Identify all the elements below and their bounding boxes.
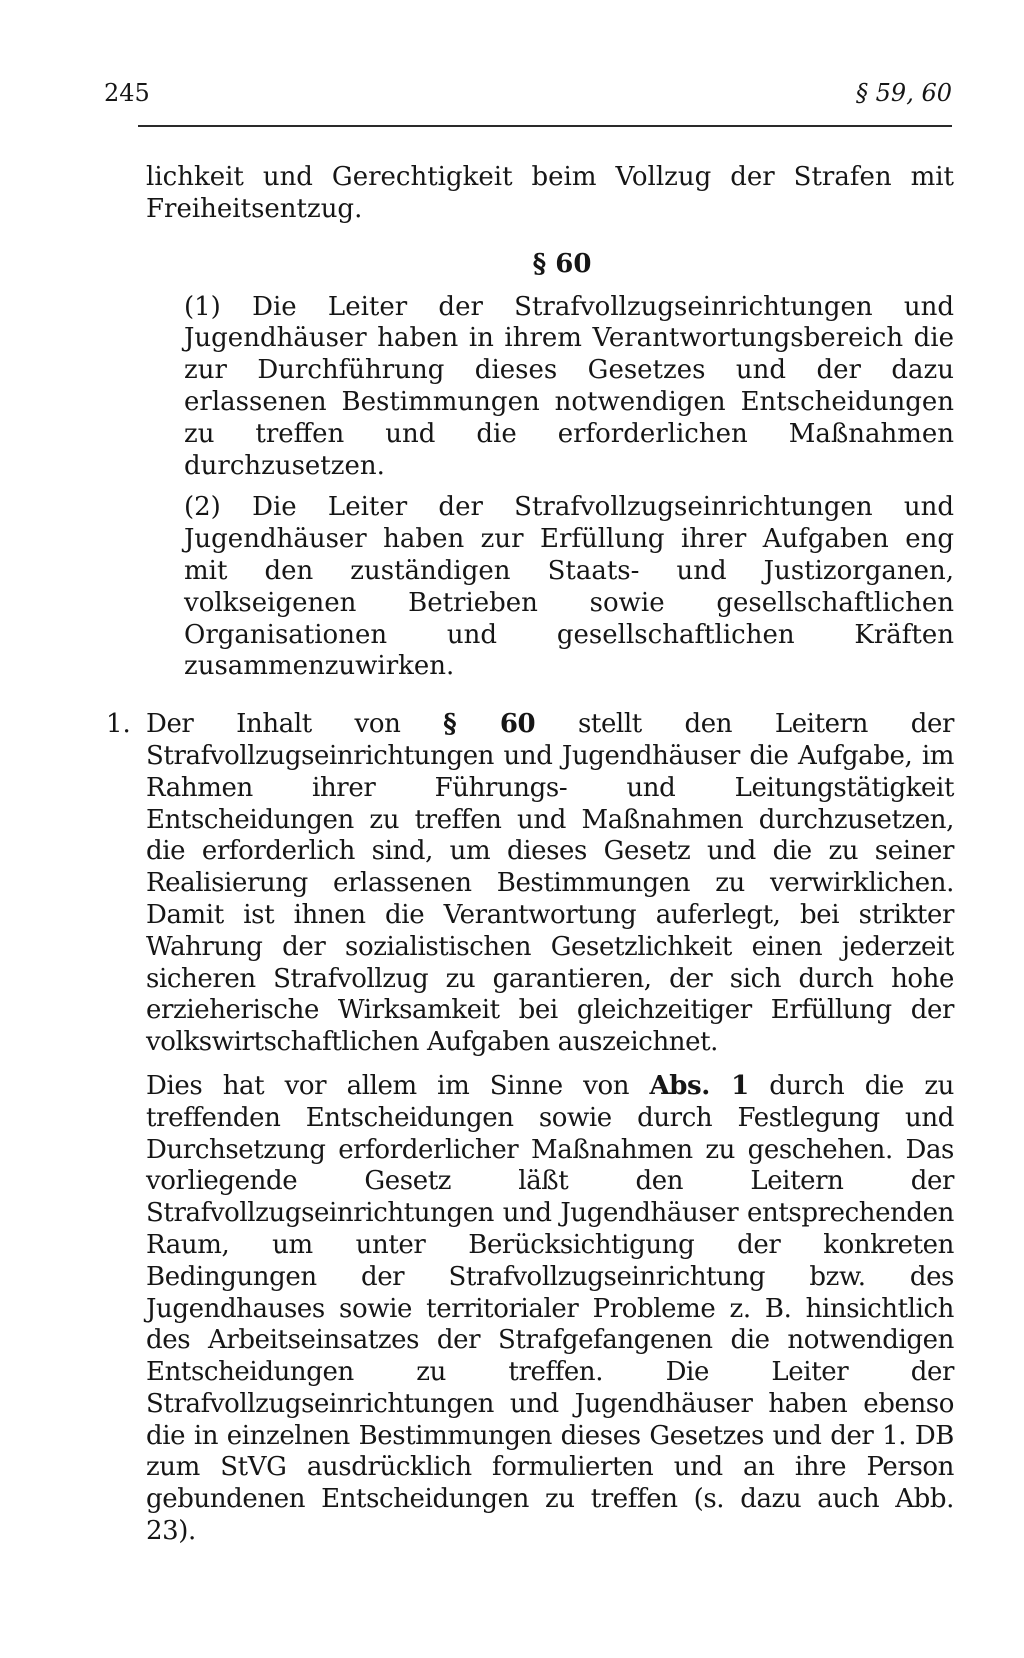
section-heading: § 60 xyxy=(532,248,592,279)
text-rest: durch die zu treffenden Entscheidungen sowie durch Festlegung und Durchsetzung erforderlicher Maßnahmen zu geschehen. Das vorliegende Gesetz läßt den Leitern der Strafvollzugseinrichtungen und Jugendhäuser entsprechenden Raum, um unter Berücksichtigung der konkreten Bedingungen der Strafvollzugseinrichtung bzw. des Jugendhauses sowie territorialer Probleme z. B. hinsichtlich des Arbeitseinsatzes der Strafgefangenen die notwendigen Entscheidungen zu treffen. Die Leiter der Strafvollzugseinrichtungen und Jugendhäuser haben ebenso die in einzelnen Bestimmungen dieses Gesetzes und der 1. DB zum StVG ausdrücklich formulierten und an ihre Person gebundenen Entscheidungen zu treffen (s. dazu auch Abb. 23). xyxy=(146,1070,954,1547)
commentary-item-1 xyxy=(106,709,954,1059)
commentary-paragraph-2 xyxy=(146,1071,954,1548)
continued-paragraph: lichkeit und Gerechtigkeit beim Vollzug der Strafen mit Freiheitsentzug. xyxy=(146,162,954,224)
text-lead: Dies hat vor allem im Sinne von xyxy=(146,1070,650,1101)
page-body xyxy=(106,162,954,1548)
page-header xyxy=(104,78,952,108)
text-rest: stellt den Leitern der Strafvollzugseinrichtungen und Jugendhäuser die Aufgabe, im Rahmen ihrer Führungs- und Leitungstätigkeit Entscheidungen zu treffen und Maßnahmen durchzusetzen, die erforderlich sind, um dieses Gesetz und die zu seiner Realisierung erlassenen Bestimmungen zu verwirklichen. Damit ist ihnen die Verantwortung auferlegt, bei strikter Wahrung der sozialistischen Gesetzlichkeit einen jederzeit sicheren Strafvollzug zu garantieren, der sich durch hohe erzieherische Wirksamkeit bei gleichzeitiger Erfüllung der volkswirtschaftlichen Aufgaben auszeichnet. xyxy=(146,709,954,1058)
page-number: 245 xyxy=(104,79,150,107)
section-ref-bold: § 60 xyxy=(443,709,536,740)
text-lead: Der Inhalt von xyxy=(146,709,444,740)
commentary-paragraph-1 xyxy=(146,709,954,1059)
law-paragraph-2: (2) Die Leiter der Strafvollzugseinrichtungen und Jugendhäuser haben zur Erfüllung ihrer Aufgaben eng mit den zuständigen Staats- und Justizorganen, volkseigenen Betrieben sowie gesellschaftlichen Organisationen und gesellschaftlichen Kräften zusammenzuwirken. xyxy=(184,492,954,682)
section-reference: § 59, 60 xyxy=(856,79,952,107)
item-number: 1. xyxy=(106,709,131,740)
law-text xyxy=(184,292,954,684)
header-rule xyxy=(138,125,952,127)
abs-ref-bold: Abs. 1 xyxy=(649,1070,749,1101)
law-paragraph-1: (1) Die Leiter der Strafvollzugseinrichtungen und Jugendhäuser haben in ihrem Verantwortungsbereich die zur Durchführung dieses Gesetzes und der dazu erlassenen Bestimmungen notwendigen Entscheidungen zu treffen und die erforderlichen Maßnahmen durchzusetzen. xyxy=(184,291,954,481)
